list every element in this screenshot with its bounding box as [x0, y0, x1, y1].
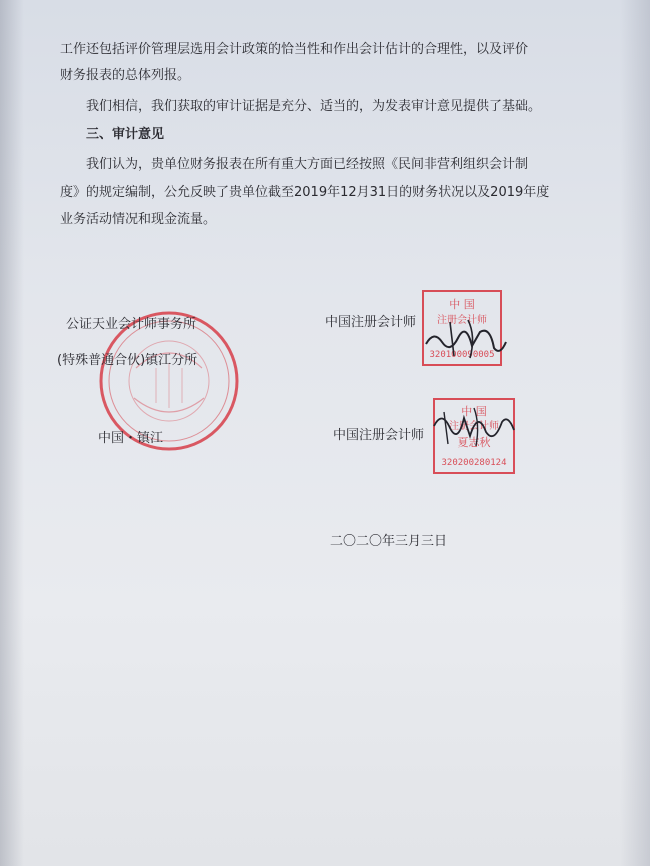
paragraph-3-line-2: 度》的规定编制，公允反映了贵单位截至2019年12月31日的财务状况以及2019年度	[60, 185, 550, 200]
page-shadow-right	[620, 0, 650, 866]
paragraph-3-line-3: 业务活动情况和现金流量。	[60, 212, 217, 227]
cpa-stamp-2-middle: 注册会计师	[449, 421, 499, 432]
paragraph-1-line-2: 财务报表的总体列报。	[60, 68, 191, 83]
paragraph-1-line-1: 工作还包括评价管理层选用会计政策的恰当性和作出会计估计的合理性，以及评价	[60, 42, 529, 57]
cpa-label-1: 中国注册会计师	[325, 315, 417, 330]
firm-name-line-1: 公证天业会计师事务所	[66, 317, 197, 332]
report-date: 二〇二〇年三月三日	[330, 534, 448, 549]
section-heading-audit-opinion: 三、审计意见	[86, 127, 165, 142]
page-shadow-left	[0, 0, 24, 866]
cpa-stamp-2-top: 中 国	[461, 405, 487, 418]
firm-name-line-2: (特殊普通合伙)镇江分所	[57, 353, 198, 368]
paragraph-3-line-1: 我们认为，贵单位财务报表在所有重大方面已经按照《民间非营利组织会计制	[86, 157, 529, 172]
firm-location: 中国・镇江	[98, 431, 164, 446]
cpa-1-handwritten-signature	[420, 312, 510, 364]
cpa-stamp-2-name: 夏志秋	[457, 436, 491, 449]
cpa-2-handwritten-signature	[430, 404, 516, 450]
cpa-stamp-1-top: 中 国	[449, 298, 475, 311]
cpa-stamp-2-number: 320200280124	[441, 458, 507, 468]
cpa-stamp-1-number: 320100090005	[429, 350, 495, 360]
cpa-stamp-1-middle: 注册会计师	[437, 315, 487, 326]
paragraph-2: 我们相信，我们获取的审计证据是充分、适当的，为发表审计意见提供了基础。	[86, 99, 542, 114]
cpa-label-2: 中国注册会计师	[333, 428, 425, 443]
